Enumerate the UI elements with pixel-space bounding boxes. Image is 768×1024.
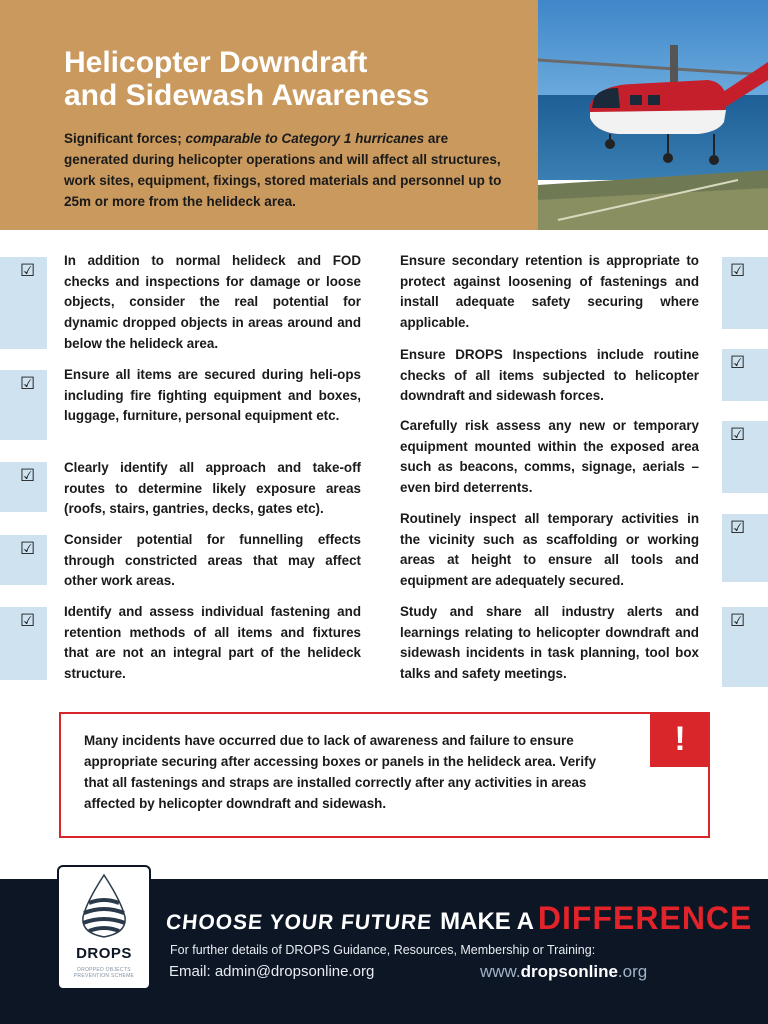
check-tab-left-1	[0, 257, 47, 349]
logo-subtitle: DROPPED OBJECTS PREVENTION SCHEME	[73, 967, 135, 979]
checklist-item: Ensure secondary retention is appropriate to protect against loosening of fastenings and install adequate safety securing where applicable.	[400, 253, 699, 331]
check-tab-left-2	[0, 370, 47, 440]
check-tab-left-5	[0, 607, 47, 680]
intro-text-end: are generated during helicopter operations and will affect all structures, work sites, equipment, fixings, stored materials and personnel up to 25m or more from the helideck area.	[64, 131, 502, 209]
checkbox-icon: ☑	[20, 539, 36, 559]
warning-box	[59, 712, 710, 838]
checklist-item: Ensure DROPS Inspections include routine checks of all items subjected to helicopter downdraft and sidewash forces.	[400, 347, 699, 404]
web-domain: dropsonline	[520, 962, 618, 981]
checklist-item: Identify and assess individual fastening and retention methods of all items and fixtures that are not an integral part of the helideck structure.	[64, 604, 361, 682]
intro-paragraph	[64, 128, 504, 212]
checklist-item: Consider potential for funnelling effects through constricted areas that may affect other work areas.	[64, 532, 361, 589]
drop-logo-icon	[59, 867, 149, 945]
warning-text: Many incidents have occurred due to lack of awareness and failure to ensure appropriate securing after accessing boxes or panels in the helideck area. Verify that all fastenings and straps are installed correctly after any activities in areas affected by helicopter downdraft and sidewash.	[84, 733, 597, 811]
check-tab-left-3	[0, 462, 47, 512]
checklist-item: Carefully risk assess any new or temporary equipment mounted within the exposed area such as beacons, comms, signage, aerials – even bird deterrents.	[400, 418, 699, 496]
checkbox-icon: ☑	[20, 611, 36, 631]
exclamation-icon: !	[650, 712, 710, 767]
checkbox-icon: ☑	[730, 611, 746, 631]
checkbox-icon: ☑	[730, 353, 746, 373]
page-title	[64, 46, 524, 112]
drops-logo	[57, 865, 151, 990]
checklist-item: In addition to normal helideck and FOD checks and inspections for damage or loose objects, consider the real potential for dynamic dropped objects in areas around and below the helideck area.	[64, 253, 361, 351]
check-tab-right-3	[722, 421, 768, 493]
checkbox-icon: ☑	[20, 374, 36, 394]
title-line-2: and Sidewash Awareness	[64, 79, 430, 112]
slogan-part-3: DIFFERENCE	[537, 900, 753, 936]
checklist-item: Ensure all items are secured during heli-ops including fire fighting equipment and boxes, luggage, furniture, personal equipment etc.	[64, 367, 361, 424]
helicopter-photo	[538, 0, 768, 230]
checkbox-icon: ☑	[730, 425, 746, 445]
checkbox-icon: ☑	[730, 518, 746, 538]
check-tab-right-4	[722, 514, 768, 582]
further-details-text: For further details of DROPS Guidance, Resources, Membership or Training:	[170, 943, 596, 957]
email-link[interactable]: Email: admin@dropsonline.org	[169, 963, 375, 980]
checklist-item: Clearly identify all approach and take-off routes to determine likely exposure areas (roofs, stairs, gantries, decks, gates etc).	[64, 460, 361, 517]
slogan	[166, 900, 752, 940]
intro-emphasis: comparable to Category 1 hurricanes	[185, 131, 425, 146]
checkbox-icon: ☑	[20, 466, 36, 486]
check-tab-right-5	[722, 607, 768, 687]
checklist-item: Study and share all industry alerts and learnings relating to helicopter downdraft and sidewash incidents in task planning, tool box talks and safety meetings.	[400, 604, 699, 682]
web-suffix: .org	[617, 962, 648, 981]
checkbox-icon: ☑	[730, 261, 746, 281]
intro-text-start: Significant forces;	[64, 131, 186, 146]
check-tab-left-4	[0, 535, 47, 585]
check-tab-right-1	[722, 257, 768, 329]
header-banner	[0, 0, 538, 230]
checkbox-icon: ☑	[20, 261, 36, 281]
website-link[interactable]	[480, 962, 647, 982]
logo-name: DROPS	[76, 945, 132, 962]
slogan-part-2: MAKE A	[440, 908, 534, 935]
web-prefix: www.	[480, 962, 521, 981]
checklist-item: Routinely inspect all temporary activities in the vicinity such as scaffolding or working areas at height to ensure all tools and equipment are adequately secured.	[400, 511, 699, 589]
slogan-part-1: CHOOSE YOUR FUTURE	[164, 911, 434, 934]
check-tab-right-2	[722, 349, 768, 401]
title-line-1: Helicopter Downdraft	[64, 46, 368, 79]
